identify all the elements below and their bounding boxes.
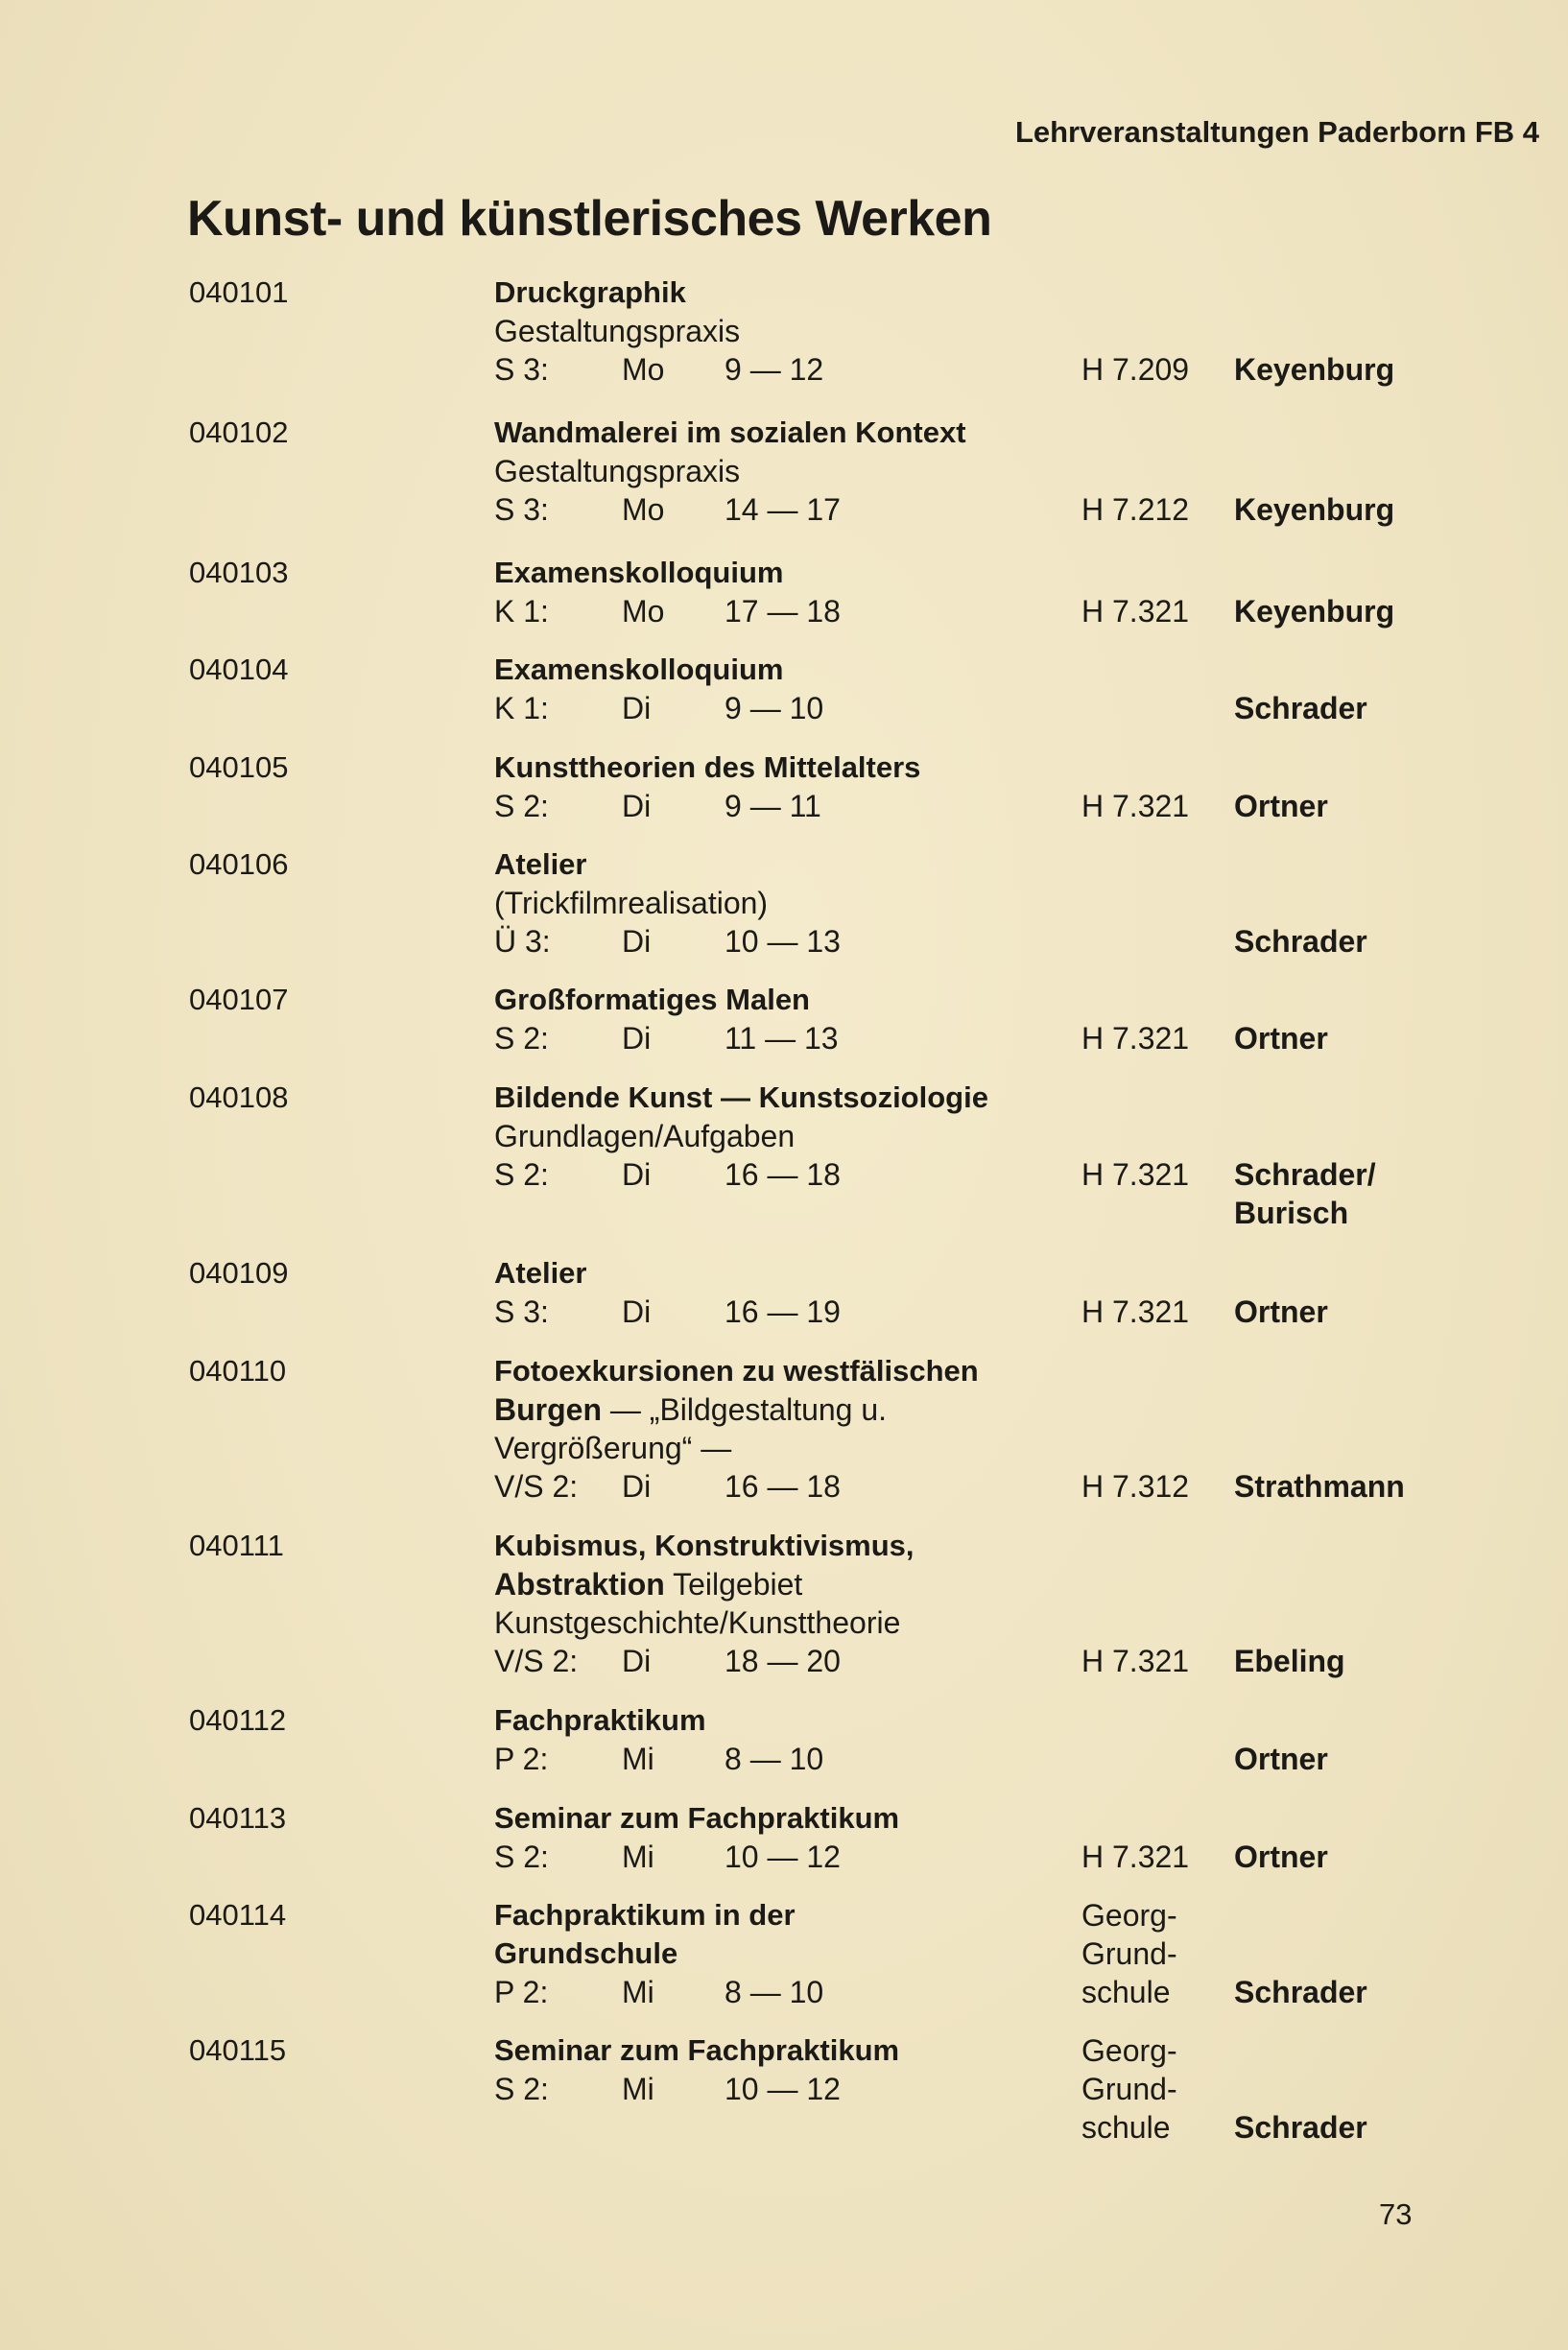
course-time: 11 — 13 bbox=[725, 1021, 839, 1056]
running-head: Lehrveranstaltungen Paderborn FB 4 bbox=[1014, 115, 1539, 149]
course-lecturer: Schrader bbox=[1234, 2110, 1367, 2145]
page-number: 73 bbox=[1379, 2197, 1413, 2231]
course-schedule bbox=[494, 787, 920, 825]
course-day: Di bbox=[622, 1644, 652, 1678]
course-schedule bbox=[494, 1293, 841, 1331]
course-time: 10 — 12 bbox=[725, 1840, 841, 1874]
course-time: 16 — 18 bbox=[725, 1469, 841, 1504]
course-day: Di bbox=[622, 1469, 652, 1504]
course-title: Wandmalerei im sozialen Kontext bbox=[494, 415, 966, 449]
course-title: Druckgraphik bbox=[494, 275, 686, 309]
course-room: H 7.321 bbox=[1081, 1021, 1190, 1056]
course-room: H 7.321 bbox=[1081, 1157, 1190, 1192]
course-day: Mo bbox=[622, 492, 665, 527]
course-type: V/S 2: bbox=[494, 1644, 579, 1678]
course-number: 040110 bbox=[189, 1354, 287, 1388]
course-room bbox=[1081, 2031, 1177, 2147]
course-lecturer bbox=[1234, 1155, 1376, 1232]
course-schedule bbox=[494, 2070, 899, 2108]
course-schedule bbox=[494, 350, 824, 389]
room-line: Georg- bbox=[1081, 1898, 1177, 1933]
lecturer-line: Schrader/ bbox=[1234, 1157, 1376, 1192]
room-line: schule bbox=[1081, 1975, 1171, 2009]
course-time: 18 — 20 bbox=[725, 1644, 841, 1678]
course-number: 040108 bbox=[189, 1080, 289, 1114]
course-lecturer: Ebeling bbox=[1234, 1644, 1345, 1678]
course-type: S 3: bbox=[494, 492, 549, 527]
course-title: Examenskolloquium bbox=[494, 653, 784, 686]
course-time: 10 — 12 bbox=[725, 2072, 841, 2106]
course-lecturer: Keyenburg bbox=[1234, 492, 1395, 527]
course-title: Seminar zum Fachpraktikum bbox=[494, 1801, 900, 1835]
course-day: Mo bbox=[622, 594, 665, 629]
course-lecturer: Keyenburg bbox=[1234, 594, 1395, 629]
room-line: schule bbox=[1081, 2110, 1171, 2145]
course-title-rest: Teilgebiet bbox=[664, 1567, 803, 1602]
course-schedule bbox=[494, 490, 966, 529]
course-schedule bbox=[494, 1838, 899, 1876]
course-title-line2 bbox=[494, 1390, 979, 1429]
course-title-bold: Abstraktion bbox=[494, 1567, 665, 1602]
course-subtitle: Grundlagen/Aufgaben bbox=[494, 1119, 796, 1153]
course-room: H 7.321 bbox=[1081, 594, 1190, 629]
course-type: S 2: bbox=[494, 1157, 549, 1192]
course-day: Mi bbox=[622, 1742, 654, 1776]
course-schedule bbox=[494, 922, 841, 961]
course-number: 040111 bbox=[189, 1529, 284, 1562]
course-time: 16 — 18 bbox=[725, 1157, 841, 1192]
room-line: Grund- bbox=[1081, 1936, 1177, 1971]
course-time: 9 — 11 bbox=[725, 789, 821, 823]
course-room bbox=[1081, 1896, 1177, 2011]
course-day: Di bbox=[622, 789, 652, 823]
course-schedule bbox=[494, 592, 841, 630]
course-time: 9 — 10 bbox=[725, 691, 824, 725]
course-lecturer: Keyenburg bbox=[1234, 352, 1395, 387]
course-title-line2: Grundschule bbox=[494, 1936, 678, 1970]
course-day: Mi bbox=[622, 1840, 654, 1874]
course-type: K 1: bbox=[494, 691, 549, 725]
course-title: Bildende Kunst — Kunstsoziologie bbox=[494, 1080, 988, 1114]
course-type: S 2: bbox=[494, 789, 549, 823]
course-schedule bbox=[494, 1467, 979, 1506]
course-title: Examenskolloquium bbox=[494, 556, 784, 589]
course-schedule bbox=[494, 1155, 988, 1194]
course-type: Ü 3: bbox=[494, 924, 551, 959]
course-type: V/S 2: bbox=[494, 1469, 579, 1504]
course-number: 040105 bbox=[189, 750, 289, 784]
course-number: 040104 bbox=[189, 653, 289, 686]
course-lecturer: Ortner bbox=[1234, 1294, 1328, 1329]
course-title-line2 bbox=[494, 1565, 915, 1603]
course-title: Atelier bbox=[494, 1256, 587, 1290]
course-number: 040113 bbox=[189, 1801, 287, 1835]
course-room: H 7.321 bbox=[1081, 789, 1190, 823]
course-title-rest: — „Bildgestaltung u. bbox=[602, 1392, 888, 1427]
course-schedule bbox=[494, 1740, 824, 1778]
course-room: H 7.212 bbox=[1081, 492, 1190, 527]
course-subtitle: Kunstgeschichte/Kunsttheorie bbox=[494, 1605, 901, 1640]
course-title: Fotoexkursionen zu westfälischen bbox=[494, 1354, 979, 1388]
course-lecturer: Strathmann bbox=[1234, 1469, 1405, 1504]
course-time: 17 — 18 bbox=[725, 594, 841, 629]
course-schedule bbox=[494, 1019, 839, 1057]
course-type: S 3: bbox=[494, 1294, 549, 1329]
course-type: P 2: bbox=[494, 1742, 549, 1776]
course-schedule bbox=[494, 1642, 915, 1680]
course-title: Kubismus, Konstruktivismus, bbox=[494, 1529, 915, 1562]
course-lecturer: Schrader bbox=[1234, 691, 1367, 725]
course-number: 040102 bbox=[189, 415, 289, 449]
section-title: Kunst- und künstlerisches Werken bbox=[187, 191, 992, 247]
course-schedule bbox=[494, 689, 824, 727]
course-title: Seminar zum Fachpraktikum bbox=[494, 2033, 900, 2067]
course-time: 14 — 17 bbox=[725, 492, 841, 527]
room-line: Grund- bbox=[1081, 2072, 1177, 2106]
course-type: S 2: bbox=[494, 1840, 549, 1874]
course-subtitle: Gestaltungspraxis bbox=[494, 454, 741, 488]
course-room: H 7.321 bbox=[1081, 1644, 1190, 1678]
course-time: 10 — 13 bbox=[725, 924, 841, 959]
course-subtitle: (Trickfilmrealisation) bbox=[494, 886, 769, 920]
course-time: 16 — 19 bbox=[725, 1294, 841, 1329]
course-day: Mi bbox=[622, 2072, 654, 2106]
course-day: Di bbox=[622, 1157, 652, 1192]
course-subtitle: Vergrößerung“ — bbox=[494, 1431, 732, 1465]
course-time: 9 — 12 bbox=[725, 352, 824, 387]
course-lecturer: Schrader bbox=[1234, 924, 1367, 959]
course-time: 8 — 10 bbox=[725, 1742, 824, 1776]
course-room: H 7.321 bbox=[1081, 1294, 1190, 1329]
course-number: 040101 bbox=[189, 275, 289, 309]
course-time: 8 — 10 bbox=[725, 1975, 824, 2009]
course-type: P 2: bbox=[494, 1975, 549, 2009]
course-number: 040106 bbox=[189, 847, 289, 881]
course-type: K 1: bbox=[494, 594, 549, 629]
course-lecturer: Ortner bbox=[1234, 1840, 1328, 1874]
course-day: Di bbox=[622, 691, 652, 725]
course-title: Kunsttheorien des Mittelalters bbox=[494, 750, 921, 784]
course-type: S 2: bbox=[494, 2072, 549, 2106]
course-type: S 3: bbox=[494, 352, 549, 387]
course-title: Atelier bbox=[494, 847, 587, 881]
course-day: Mi bbox=[622, 1975, 654, 2009]
course-room: H 7.321 bbox=[1081, 1840, 1190, 1874]
course-day: Mo bbox=[622, 352, 665, 387]
course-number: 040114 bbox=[189, 1898, 287, 1932]
course-day: Di bbox=[622, 1294, 652, 1329]
course-number: 040107 bbox=[189, 983, 289, 1016]
course-day: Di bbox=[622, 924, 652, 959]
course-lecturer: Ortner bbox=[1234, 1021, 1328, 1056]
course-room: H 7.209 bbox=[1081, 352, 1190, 387]
course-title-bold: Burgen bbox=[494, 1392, 602, 1427]
course-subtitle: Gestaltungspraxis bbox=[494, 314, 741, 348]
course-title: Großformatiges Malen bbox=[494, 983, 810, 1016]
course-number: 040112 bbox=[189, 1703, 287, 1737]
course-lecturer: Schrader bbox=[1234, 1975, 1367, 2009]
course-lecturer: Ortner bbox=[1234, 789, 1328, 823]
course-lecturer: Ortner bbox=[1234, 1742, 1328, 1776]
course-room: H 7.312 bbox=[1081, 1469, 1190, 1504]
course-number: 040115 bbox=[189, 2033, 287, 2067]
course-title: Fachpraktikum bbox=[494, 1703, 706, 1737]
course-type: S 2: bbox=[494, 1021, 549, 1056]
course-day: Di bbox=[622, 1021, 652, 1056]
lecturer-line: Burisch bbox=[1234, 1196, 1349, 1230]
course-number: 040109 bbox=[189, 1256, 289, 1290]
course-title: Fachpraktikum in der bbox=[494, 1898, 796, 1932]
room-line: Georg- bbox=[1081, 2033, 1177, 2068]
course-schedule bbox=[494, 1973, 824, 2011]
course-number: 040103 bbox=[189, 556, 289, 589]
